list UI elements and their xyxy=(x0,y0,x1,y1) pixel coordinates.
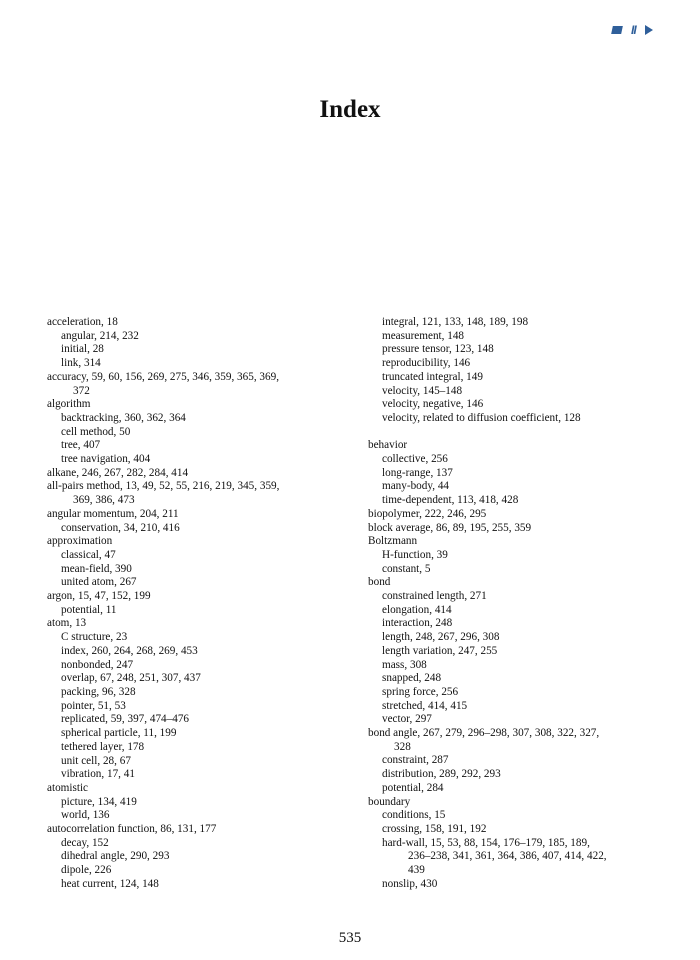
index-subentry xyxy=(47,837,347,851)
index-entry-line: biopolymer, 222, 246, 295 xyxy=(368,507,487,520)
index-entry-line: acceleration, 18 xyxy=(47,316,118,328)
index-subentry xyxy=(47,357,347,371)
index-subentry xyxy=(368,385,668,399)
index-subentry xyxy=(368,480,668,494)
index-subentry xyxy=(47,672,347,686)
index-entry-line: H-function, 39 xyxy=(382,548,448,561)
index-entry xyxy=(368,727,668,754)
index-entry-line: replicated, 59, 397, 474–476 xyxy=(61,713,190,726)
index-subentry xyxy=(47,809,347,823)
index-entry-line: 369, 386, 473 xyxy=(73,494,135,507)
index-entry-line: behavior xyxy=(368,439,408,452)
index-entry xyxy=(368,576,668,590)
index-entry-line: angular, 214, 232 xyxy=(61,329,139,342)
index-entry-line: pressure tensor, 123, 148 xyxy=(382,343,494,356)
index-subentry xyxy=(47,659,347,673)
index-subentry xyxy=(47,522,347,536)
index-entry-line: elongation, 414 xyxy=(382,603,452,616)
index-subentry xyxy=(47,426,347,440)
index-entry-line: constraint, 287 xyxy=(382,754,449,767)
index-entry-line: velocity, 145–148 xyxy=(382,384,463,397)
index-entry-line: snapped, 248 xyxy=(382,672,442,685)
index-subentry xyxy=(47,439,347,453)
index-subentry xyxy=(47,878,347,892)
index-entry-line: nonslip, 430 xyxy=(382,877,438,890)
index-subentry xyxy=(368,590,668,604)
index-entry-line: hard-wall, 15, 53, 88, 154, 176–179, 185, 189, xyxy=(382,836,590,849)
index-subentry xyxy=(368,754,668,768)
index-entry-line: crossing, 158, 191, 192 xyxy=(382,823,487,835)
index-entry-line: Boltzmann xyxy=(368,535,418,548)
index-entry-line: collective, 256 xyxy=(382,453,448,466)
index-entry-line: length variation, 247, 255 xyxy=(382,644,498,657)
index-entry-line: conditions, 15 xyxy=(382,809,446,822)
index-entry-line: initial, 28 xyxy=(61,343,104,356)
index-subentry xyxy=(47,686,347,700)
index-entry-line: reproducibility, 146 xyxy=(382,357,471,370)
index-subentry xyxy=(368,809,668,823)
index-entry-line: unit cell, 28, 67 xyxy=(61,754,131,767)
index-entry-line: conservation, 34, 210, 416 xyxy=(61,521,180,534)
index-entry-line: tree, 407 xyxy=(61,439,101,452)
index-subentry xyxy=(368,686,668,700)
index-entry-line: spring force, 256 xyxy=(382,685,459,698)
index-subentry xyxy=(368,563,668,577)
index-entry xyxy=(47,823,347,837)
index-entry xyxy=(47,782,347,796)
index-entry-line: dihedral angle, 290, 293 xyxy=(61,850,170,863)
index-entry-line: argon, 15, 47, 152, 199 xyxy=(47,590,151,603)
index-subentry xyxy=(47,755,347,769)
index-subentry xyxy=(368,549,668,563)
index-column-left xyxy=(47,316,347,892)
index-subentry xyxy=(47,645,347,659)
index-entry-line: world, 136 xyxy=(61,809,110,822)
index-entry xyxy=(47,508,347,522)
index-entry xyxy=(368,439,668,453)
index-entry xyxy=(368,522,668,536)
index-entry xyxy=(47,371,347,398)
index-entry-line: all-pairs method, 13, 49, 52, 55, 216, 219, 345, 359, xyxy=(47,480,280,493)
index-subentry xyxy=(47,700,347,714)
index-subentry xyxy=(47,549,347,563)
index-entry xyxy=(47,398,347,412)
index-entry-line: dipole, 226 xyxy=(61,864,112,877)
index-subentry xyxy=(368,837,668,878)
entry-gap xyxy=(368,426,668,440)
page-number: 535 xyxy=(338,930,362,946)
index-entry-line: constrained length, 271 xyxy=(382,590,487,603)
index-entry-line: cell method, 50 xyxy=(61,425,131,438)
index-entry-line: heat current, 124, 148 xyxy=(61,877,159,890)
index-entry-line: bond xyxy=(368,576,391,589)
index-entry xyxy=(368,508,668,522)
index-entry-line: vector, 297 xyxy=(382,713,432,726)
index-entry-line: angular momentum, 204, 211 xyxy=(47,507,179,520)
index-entry-line: classical, 47 xyxy=(61,548,116,561)
index-entry-line: 236–238, 341, 361, 364, 386, 407, 414, 422, xyxy=(408,850,607,863)
index-subentry xyxy=(368,631,668,645)
index-entry-line: tree navigation, 404 xyxy=(61,453,151,466)
index-entry-line: velocity, negative, 146 xyxy=(382,398,484,411)
index-entry xyxy=(368,796,668,810)
index-subentry xyxy=(47,850,347,864)
index-entry-line: vibration, 17, 41 xyxy=(61,768,135,781)
index-entry-line: measurement, 148 xyxy=(382,329,465,342)
index-subentry xyxy=(47,412,347,426)
play-icon[interactable] xyxy=(645,25,653,35)
index-subentry xyxy=(368,782,668,796)
index-subentry xyxy=(368,878,668,892)
index-entry-line: truncated integral, 149 xyxy=(382,370,483,383)
index-subentry xyxy=(368,659,668,673)
index-entry-line: tethered layer, 178 xyxy=(61,740,145,753)
index-subentry xyxy=(368,768,668,782)
index-entry-line: boundary xyxy=(368,795,411,808)
index-subentry xyxy=(47,713,347,727)
index-entry-line: autocorrelation function, 86, 131, 177 xyxy=(47,823,217,836)
index-entry-line: overlap, 67, 248, 251, 307, 437 xyxy=(61,672,201,685)
index-subentry xyxy=(368,412,668,426)
page-title: Index xyxy=(319,96,381,123)
index-entry-line: long-range, 137 xyxy=(382,466,453,479)
index-subentry xyxy=(47,343,347,357)
index-entry-line: time-dependent, 113, 418, 428 xyxy=(382,494,519,507)
index-entry-line: nonbonded, 247 xyxy=(61,658,134,671)
index-entry-line: algorithm xyxy=(47,398,91,411)
index-entry-line: velocity, related to diffusion coefficient, 128 xyxy=(382,411,581,424)
index-subentry xyxy=(47,453,347,467)
index-subentry xyxy=(368,713,668,727)
index-subentry xyxy=(47,576,347,590)
index-entry-line: backtracking, 360, 362, 364 xyxy=(61,411,186,424)
index-entry-line: packing, 96, 328 xyxy=(61,685,136,698)
index-subentry xyxy=(368,330,668,344)
index-subentry xyxy=(47,741,347,755)
index-subentry xyxy=(368,700,668,714)
index-subentry xyxy=(368,371,668,385)
index-subentry xyxy=(47,768,347,782)
index-entry-line: length, 248, 267, 296, 308 xyxy=(382,631,500,644)
index-entry-line: 439 xyxy=(408,864,425,877)
index-subentry xyxy=(368,357,668,371)
index-subentry xyxy=(47,727,347,741)
index-entry xyxy=(47,480,347,507)
index-entry-line: alkane, 246, 267, 282, 284, 414 xyxy=(47,466,189,479)
index-subentry xyxy=(368,823,668,837)
index-entry-line: decay, 152 xyxy=(61,836,109,849)
index-subentry xyxy=(47,563,347,577)
index-subentry xyxy=(368,672,668,686)
index-entry-line: interaction, 248 xyxy=(382,617,453,630)
index-entry xyxy=(368,535,668,549)
index-subentry xyxy=(47,604,347,618)
index-entry xyxy=(47,535,347,549)
index-subentry xyxy=(368,343,668,357)
index-entry xyxy=(47,316,347,330)
square-icon[interactable] xyxy=(611,26,623,34)
index-entry-line: united atom, 267 xyxy=(61,576,137,589)
index-entry-line: distribution, 289, 292, 293 xyxy=(382,768,501,781)
index-subentry xyxy=(47,631,347,645)
index-subentry xyxy=(368,604,668,618)
index-entry-line: approximation xyxy=(47,535,113,548)
index-subentry xyxy=(368,494,668,508)
index-entry-line: atomistic xyxy=(47,781,89,794)
index-subentry xyxy=(47,864,347,878)
index-subentry xyxy=(368,316,668,330)
index-entry-line: many-body, 44 xyxy=(382,480,450,493)
index-entry xyxy=(47,467,347,481)
index-entry-line: integral, 121, 133, 148, 189, 198 xyxy=(382,316,529,328)
viewer-nav-icons xyxy=(612,25,653,35)
pause-icon[interactable]: II xyxy=(631,23,636,37)
index-entry-line: stretched, 414, 415 xyxy=(382,699,468,712)
index-entry-line: atom, 13 xyxy=(47,617,87,630)
index-entry-line: pointer, 51, 53 xyxy=(61,699,126,712)
index-entry-line: accuracy, 59, 60, 156, 269, 275, 346, 359, 365, 369, xyxy=(47,370,279,383)
index-entry-line: block average, 86, 89, 195, 255, 359 xyxy=(368,521,532,534)
index-entry-line: constant, 5 xyxy=(382,562,431,575)
index-subentry xyxy=(368,467,668,481)
index-subentry xyxy=(368,617,668,631)
index-entry-line: mass, 308 xyxy=(382,658,427,671)
index-subentry xyxy=(368,398,668,412)
index-subentry xyxy=(47,330,347,344)
index-entry-line: potential, 284 xyxy=(382,781,444,794)
index-subentry xyxy=(368,645,668,659)
index-entry-line: 328 xyxy=(394,740,411,753)
index-entry xyxy=(47,590,347,604)
index-entry-line: bond angle, 267, 279, 296–298, 307, 308, 322, 327, xyxy=(368,727,600,740)
index-entry-line: link, 314 xyxy=(61,357,101,370)
index-entry xyxy=(47,617,347,631)
index-entry-line: potential, 11 xyxy=(61,603,117,616)
index-entry-line: index, 260, 264, 268, 269, 453 xyxy=(61,644,198,657)
index-entry-line: 372 xyxy=(73,384,90,397)
index-subentry xyxy=(368,453,668,467)
index-column-right xyxy=(368,316,668,892)
index-entry-line: mean-field, 390 xyxy=(61,562,132,575)
index-entry-line: spherical particle, 11, 199 xyxy=(61,727,177,740)
index-entry-line: C structure, 23 xyxy=(61,631,128,644)
index-entry-line: picture, 134, 419 xyxy=(61,795,137,808)
index-subentry xyxy=(47,796,347,810)
